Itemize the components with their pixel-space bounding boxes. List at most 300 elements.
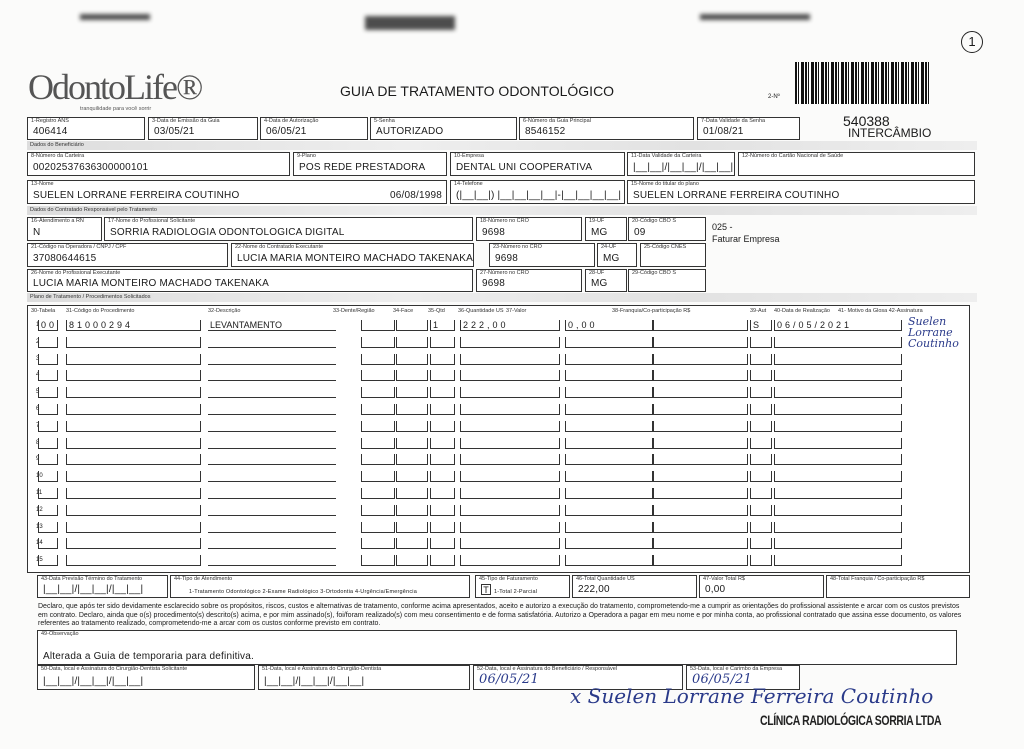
field-value[interactable]: |__|__|/|__|__|/|__|__| [43, 584, 144, 595]
cell-dente[interactable] [361, 438, 395, 449]
field-value[interactable]: MG [603, 253, 620, 264]
cell-codigo[interactable] [66, 488, 201, 499]
cell-aut[interactable]: S [750, 320, 772, 331]
cell-tabela[interactable] [38, 471, 58, 482]
total-value-field [699, 575, 824, 598]
row-number: 9 [36, 456, 40, 463]
cell-tabela[interactable] [38, 387, 58, 398]
cell-us[interactable] [460, 488, 560, 499]
column-header: 40-Data de Realização [774, 308, 830, 314]
cell-valor[interactable] [565, 354, 653, 365]
cell-aut[interactable] [750, 555, 772, 566]
cell-valor[interactable] [565, 555, 653, 566]
field-value[interactable]: 00202537636300000101 [33, 162, 149, 173]
cell-data[interactable] [774, 454, 902, 465]
field-label: 10-Empresa [454, 153, 484, 159]
holder-name-field [627, 180, 975, 204]
cell-valor[interactable] [565, 505, 653, 516]
field-value[interactable]: 1-Tratamento Odontológico 2-Exame Radiológico 3-Ortodontia 4-Urgência/Emergência [189, 589, 417, 595]
cell-us[interactable] [460, 337, 560, 348]
cell-valor[interactable] [565, 370, 653, 381]
issue-date-field [148, 117, 258, 140]
table-row [28, 315, 969, 350]
cell-codigo[interactable] [66, 387, 201, 398]
field-value[interactable]: 222,00 [578, 584, 610, 595]
field-value[interactable]: AUTORIZADO [376, 126, 444, 137]
cell-descricao[interactable] [208, 488, 336, 499]
field-value[interactable]: 9698 [482, 278, 506, 289]
cell-face[interactable] [396, 454, 428, 465]
ans-registry-field [27, 117, 145, 140]
cell-face[interactable] [396, 370, 428, 381]
cell-qtd[interactable] [430, 404, 455, 415]
plan-field [293, 152, 447, 176]
field-value[interactable]: 37080644615 [33, 253, 97, 264]
field-value[interactable]: 9698 [495, 253, 519, 264]
cell-face[interactable] [396, 387, 428, 398]
field-value[interactable]: SUELEN LORRANE FERREIRA COUTINHO [633, 190, 840, 201]
cell-dente[interactable] [361, 454, 395, 465]
cell-aut[interactable] [750, 488, 772, 499]
cell-franquia[interactable] [653, 337, 748, 348]
cell-codigo[interactable] [66, 354, 201, 365]
cell-franquia[interactable] [653, 387, 748, 398]
cell-codigo[interactable] [66, 538, 201, 549]
field-label: 50-Data, local e Assinatura do Cirurgião-Dentista Solicitante [41, 666, 188, 672]
executing-contractor-field [231, 243, 474, 267]
cell-qtd[interactable] [430, 505, 455, 516]
field-label: 28-UF [589, 270, 605, 276]
cell-us[interactable] [460, 454, 560, 465]
cell-qtd[interactable] [430, 454, 455, 465]
observation-field [37, 630, 957, 665]
cell-aut[interactable] [750, 505, 772, 516]
field-label: 8-Número da Carteira [31, 153, 85, 159]
cell-valor[interactable] [565, 471, 653, 482]
field-label: 51-Data, local e Assinatura do Cirurgião-Dentista [262, 666, 382, 672]
cell-face[interactable] [396, 538, 428, 549]
cell-tabela[interactable] [38, 337, 58, 348]
cell-tabela[interactable] [38, 421, 58, 432]
column-header: 33-Dente/Região [333, 308, 375, 314]
billing-code: 025 - [712, 222, 733, 232]
field-value[interactable]: 0,00 [705, 584, 726, 595]
column-header: 38-Franquia/Co-participação R$ [612, 308, 691, 314]
cell-franquia[interactable] [653, 370, 748, 381]
cell-aut[interactable] [750, 538, 772, 549]
cell-descricao[interactable] [208, 421, 336, 432]
cell-franquia[interactable] [653, 421, 748, 432]
cell-dente[interactable] [361, 337, 395, 348]
cell-us[interactable] [460, 370, 560, 381]
cell-descricao[interactable] [208, 471, 336, 482]
cell-data[interactable] [774, 505, 902, 516]
cell-data[interactable] [774, 471, 902, 482]
cell-descricao[interactable] [208, 538, 336, 549]
cell-descricao[interactable] [208, 337, 336, 348]
page-mark: 1 [961, 31, 983, 53]
cell-valor[interactable] [565, 404, 653, 415]
field-label: 20-Código CBO S [632, 218, 677, 224]
cell-data[interactable] [774, 522, 902, 533]
cbo-code-field [628, 269, 706, 292]
cell-valor[interactable]: 0,00 [565, 320, 653, 331]
table-row [28, 335, 969, 349]
cell-dente[interactable] [361, 354, 395, 365]
table-row [28, 553, 969, 567]
password-field [370, 117, 517, 140]
field-value[interactable]: 8546152 [525, 126, 566, 137]
cell-face[interactable] [396, 438, 428, 449]
cell-dente[interactable] [361, 320, 395, 331]
cell-face[interactable] [396, 421, 428, 432]
cell-qtd[interactable] [430, 370, 455, 381]
cell-data[interactable] [774, 555, 902, 566]
cell-codigo[interactable] [66, 421, 201, 432]
odontolife-logo: OdontoLife® [28, 67, 202, 107]
cell-valor[interactable] [565, 522, 653, 533]
cell-tabela[interactable] [38, 488, 58, 499]
cell-us[interactable]: 222,00 [460, 320, 560, 331]
treatment-end-date-field [37, 575, 168, 598]
field-value[interactable]: 406414 [33, 126, 68, 137]
column-header: 35-Qtd [428, 308, 445, 314]
cell-data[interactable] [774, 387, 902, 398]
table-row [28, 520, 969, 534]
cell-qtd[interactable] [430, 387, 455, 398]
cell-dente[interactable] [361, 522, 395, 533]
cell-data[interactable] [774, 488, 902, 499]
cell-dente[interactable] [361, 471, 395, 482]
field-value[interactable]: SUELEN LORRANE FERREIRA COUTINHO [33, 190, 240, 201]
cell-franquia[interactable] [653, 555, 748, 566]
field-value[interactable]: 06/05/21 [266, 126, 307, 137]
cell-franquia[interactable] [653, 438, 748, 449]
field-value[interactable]: 09 [634, 227, 646, 238]
cell-aut[interactable] [750, 387, 772, 398]
requesting-dentist-signature-field [37, 665, 255, 690]
cell-tabela[interactable] [38, 538, 58, 549]
row-number: 2 [36, 338, 40, 345]
cell-descricao[interactable] [208, 522, 336, 533]
cell-qtd[interactable] [430, 471, 455, 482]
cell-us[interactable] [460, 505, 560, 516]
cell-descricao[interactable] [208, 370, 336, 381]
cell-codigo[interactable] [66, 555, 201, 566]
total-copay-field [826, 575, 970, 598]
field-value[interactable]: 9698 [482, 227, 506, 238]
cell-dente[interactable] [361, 421, 395, 432]
cnes-code-field [640, 243, 706, 267]
cell-dente[interactable] [361, 488, 395, 499]
main-guide-number-field [519, 117, 694, 140]
cell-qtd[interactable] [430, 438, 455, 449]
cell-face[interactable] [396, 337, 428, 348]
field-label: 14-Telefone [454, 181, 483, 187]
scan-smudge [80, 14, 150, 20]
field-label: 43-Data Previsão Término do Tratamento [41, 576, 143, 582]
field-value[interactable]: SORRIA RADIOLOGIA ODONTOLOGICA DIGITAL [110, 227, 345, 238]
field-value[interactable]: 01/08/21 [703, 126, 744, 137]
cell-valor[interactable] [565, 438, 653, 449]
declaration-text: Declaro, que após ter sido devidamente esclarecido sobre os propósitos, riscos, custos e alternativas de tratamento, conforme acima apresentados, aceito e autorizo a execução do tratamento, comprometendo-me a cumprir as orientações do profissional assistente e arcar com os custos previstos em contrato. Declaro, ainda que o(s) procedimento(s) descrito(s) acima, e por mim assinado(s), foi/foram realizado(s) com meu consentimento e de forma satisfatória. Autorizo a Operadora a pagar em meu nome e por minha conta, ao profissional contratado que assina esse documento, os valores referentes ao tratamento realizado, comprometendo-me a arcar com os custos conforme previsto em contrato. [38, 603, 962, 628]
operator-code-field [27, 243, 228, 267]
cell-dente[interactable] [361, 538, 395, 549]
guide-number-label: 2-Nº [768, 94, 780, 100]
cell-franquia[interactable] [653, 354, 748, 365]
cell-us[interactable] [460, 538, 560, 549]
cell-dente[interactable] [361, 370, 395, 381]
cell-descricao[interactable] [208, 438, 336, 449]
dentist-signature-field [258, 665, 470, 690]
row-number: 8 [36, 439, 40, 446]
cell-tabela[interactable] [38, 354, 58, 365]
cell-codigo[interactable] [66, 522, 201, 533]
scan-smudge [365, 16, 455, 30]
cell-face[interactable] [396, 505, 428, 516]
cell-dente[interactable] [361, 505, 395, 516]
field-label: 17-Nome do Profissional Solicitante [108, 218, 196, 224]
billing-text: Faturar Empresa [712, 234, 780, 244]
row-number: 15 [36, 557, 43, 564]
column-header: 39-Aut [750, 308, 767, 314]
field-value[interactable]: LUCIA MARIA MONTEIRO MACHADO TAKENAKA [237, 253, 473, 264]
cell-valor[interactable] [565, 538, 653, 549]
cell-franquia[interactable] [653, 538, 748, 549]
authorization-date-field [260, 117, 368, 140]
cell-franquia[interactable] [653, 505, 748, 516]
cell-valor[interactable] [565, 337, 653, 348]
beneficiary-signature: x Suelen Lorrane Ferreira Coutinho [570, 684, 934, 708]
cell-tabela[interactable] [38, 522, 58, 533]
cell-qtd[interactable] [430, 421, 455, 432]
cell-valor[interactable] [565, 454, 653, 465]
field-value[interactable]: 1-Total 2-Parcial [494, 589, 538, 595]
section-plan: Plano de Tratamento / Procedimentos Solicitados [27, 293, 977, 302]
card-number-field [27, 152, 290, 176]
field-value[interactable]: DENTAL UNI COOPERATIVA [456, 162, 593, 173]
cell-codigo[interactable] [66, 471, 201, 482]
password-validity-field [697, 117, 800, 140]
column-header: 32-Descrição [208, 308, 241, 314]
cell-aut[interactable] [750, 370, 772, 381]
cell-dente[interactable] [361, 387, 395, 398]
cell-aut[interactable] [750, 337, 772, 348]
column-header: 37-Valor [506, 308, 527, 314]
field-value[interactable]: (|__|__|) |__|__|__|__|-|__|__|__|__| [456, 190, 622, 201]
row-number: 12 [36, 506, 43, 513]
field-value[interactable]: N [33, 227, 41, 238]
cell-franquia[interactable] [653, 471, 748, 482]
cell-aut[interactable] [750, 438, 772, 449]
cell-face[interactable] [396, 555, 428, 566]
cell-tabela[interactable]: 00 [38, 320, 58, 331]
cell-data[interactable] [774, 354, 902, 365]
field-label: 52-Data, local e Assinatura do Beneficiário / Responsável [477, 666, 618, 672]
cell-descricao[interactable] [208, 354, 336, 365]
field-label: 5-Senha [374, 118, 395, 124]
field-value[interactable]: MG [591, 278, 608, 289]
cell-codigo[interactable] [66, 404, 201, 415]
card-validity-field [627, 152, 735, 176]
table-row [28, 503, 969, 517]
cell-face[interactable] [396, 488, 428, 499]
field-label: 49-Observação [41, 631, 79, 637]
cell-qtd[interactable] [430, 555, 455, 566]
row-number: 10 [36, 473, 43, 480]
cell-qtd[interactable] [430, 522, 455, 533]
cell-valor[interactable] [565, 488, 653, 499]
cell-descricao[interactable] [208, 505, 336, 516]
cell-franquia[interactable] [653, 454, 748, 465]
cell-aut[interactable] [750, 454, 772, 465]
cell-aut[interactable] [750, 471, 772, 482]
cell-qtd[interactable] [430, 354, 455, 365]
row-number: 4 [36, 372, 40, 379]
cell-aut[interactable] [750, 354, 772, 365]
cell-tabela[interactable] [38, 454, 58, 465]
field-label: 48-Total Franquia / Co-participação R$ [830, 576, 925, 582]
requesting-professional-field [104, 217, 473, 241]
field-value[interactable]: 06/05/21 [479, 672, 539, 687]
field-label: 4-Data de Autorização [264, 118, 319, 124]
uf-field [585, 217, 627, 241]
field-value[interactable]: |__|__|/|__|__|/|__|__| [43, 676, 144, 687]
section-contractor: Dados do Contratado Responsável pelo Tratamento [27, 206, 977, 215]
table-row [28, 385, 969, 399]
cell-codigo[interactable] [66, 370, 201, 381]
table-row [28, 536, 969, 550]
field-value[interactable]: POS REDE PRESTADORA [299, 162, 426, 173]
cell-aut[interactable] [750, 522, 772, 533]
field-value[interactable]: 03/05/21 [154, 126, 195, 137]
cell-data[interactable] [774, 438, 902, 449]
cell-aut[interactable] [750, 421, 772, 432]
cell-face[interactable] [396, 320, 428, 331]
cell-us[interactable] [460, 421, 560, 432]
row-number: 5 [36, 389, 40, 396]
field-label: 13-Nome [31, 181, 54, 187]
cell-franquia[interactable] [653, 404, 748, 415]
cbo-code-field [628, 217, 706, 241]
cell-data[interactable] [774, 404, 902, 415]
cell-descricao[interactable] [208, 404, 336, 415]
cell-codigo[interactable] [66, 454, 201, 465]
cell-codigo[interactable] [66, 438, 201, 449]
cell-descricao[interactable] [208, 555, 336, 566]
cell-qtd[interactable]: 1 [430, 320, 455, 331]
cell-dente[interactable] [361, 555, 395, 566]
cell-us[interactable] [460, 404, 560, 415]
uf-field [597, 243, 637, 267]
field-label: 29-Código CBO S [632, 270, 677, 276]
field-label: 24-UF [601, 244, 617, 250]
cell-codigo[interactable]: 81000294 [66, 320, 201, 331]
cell-face[interactable] [396, 404, 428, 415]
cell-descricao[interactable]: LEVANTAMENTO [208, 320, 336, 331]
field-label: 1-Registro ANS [31, 118, 69, 124]
section-beneficiary: Dados do Beneficiário [27, 141, 977, 150]
column-header: 41- Motivo da Glosa 42-Assinatura [838, 308, 923, 314]
cell-data[interactable]: 06/05/2021 [774, 320, 902, 331]
field-label: 46-Total Quantidade US [576, 576, 635, 582]
cell-tabela[interactable] [38, 438, 58, 449]
field-value[interactable]: LUCIA MARIA MONTEIRO MACHADO TAKENAKA [33, 278, 269, 289]
cell-valor[interactable] [565, 387, 653, 398]
cell-data[interactable] [774, 421, 902, 432]
cell-codigo[interactable] [66, 505, 201, 516]
cell-franquia[interactable] [653, 488, 748, 499]
table-row [28, 368, 969, 382]
billing-type-checkbox[interactable]: T [481, 584, 491, 595]
cell-us[interactable] [460, 438, 560, 449]
cell-qtd[interactable] [430, 337, 455, 348]
cell-tabela[interactable] [38, 370, 58, 381]
field-label: 12-Número do Cartão Nacional de Saúde [742, 153, 844, 159]
field-label: 11-Data Validade da Carteira [631, 153, 702, 159]
field-label: 22-Nome do Contratado Executante [235, 244, 324, 250]
cell-tabela[interactable] [38, 555, 58, 566]
cell-us[interactable] [460, 354, 560, 365]
field-label: 7-Data Validade da Senha [701, 118, 766, 124]
cell-data[interactable] [774, 337, 902, 348]
table-row [28, 486, 969, 500]
field-label: 6-Número da Guia Principal [523, 118, 591, 124]
scan-smudge [700, 14, 810, 20]
cell-franquia[interactable] [653, 320, 748, 331]
field-label: 3-Data de Emissão da Guia [152, 118, 220, 124]
table-row [28, 352, 969, 366]
field-label: 27-Número no CRO [480, 270, 529, 276]
cell-codigo[interactable] [66, 337, 201, 348]
cro-number-field [476, 269, 582, 292]
field-value[interactable]: MG [591, 227, 608, 238]
cell-data[interactable] [774, 370, 902, 381]
cell-aut[interactable] [750, 404, 772, 415]
cell-dente[interactable] [361, 404, 395, 415]
cell-us[interactable] [460, 387, 560, 398]
cell-face[interactable] [396, 471, 428, 482]
field-label: 45-Tipo de Faturamento [479, 576, 538, 582]
cell-qtd[interactable] [430, 538, 455, 549]
row-number: 6 [36, 406, 40, 412]
cell-descricao[interactable] [208, 454, 336, 465]
cell-franquia[interactable] [653, 522, 748, 533]
cell-us[interactable] [460, 471, 560, 482]
field-value[interactable]: |__|__|/|__|__|/|__|__| [633, 162, 734, 173]
cell-valor[interactable] [565, 421, 653, 432]
cell-us[interactable] [460, 555, 560, 566]
cell-tabela[interactable] [38, 505, 58, 516]
uf-field [585, 269, 627, 292]
field-value[interactable]: Alterada a Guia de temporaria para definitiva. [43, 651, 254, 662]
cell-us[interactable] [460, 522, 560, 533]
field-value[interactable]: |__|__|/|__|__|/|__|__| [264, 676, 365, 687]
cell-qtd[interactable] [430, 488, 455, 499]
cell-descricao[interactable] [208, 387, 336, 398]
cell-data[interactable] [774, 538, 902, 549]
executing-professional-field [27, 269, 473, 292]
barcode [795, 62, 930, 104]
cell-face[interactable] [396, 522, 428, 533]
table-row [28, 452, 969, 466]
field-value[interactable]: 06/05/21 [692, 672, 752, 687]
cell-tabela[interactable] [38, 404, 58, 415]
row-number: 3 [36, 355, 40, 362]
field-label: 19-UF [589, 218, 605, 224]
row-number: 14 [36, 540, 43, 547]
cell-face[interactable] [396, 354, 428, 365]
